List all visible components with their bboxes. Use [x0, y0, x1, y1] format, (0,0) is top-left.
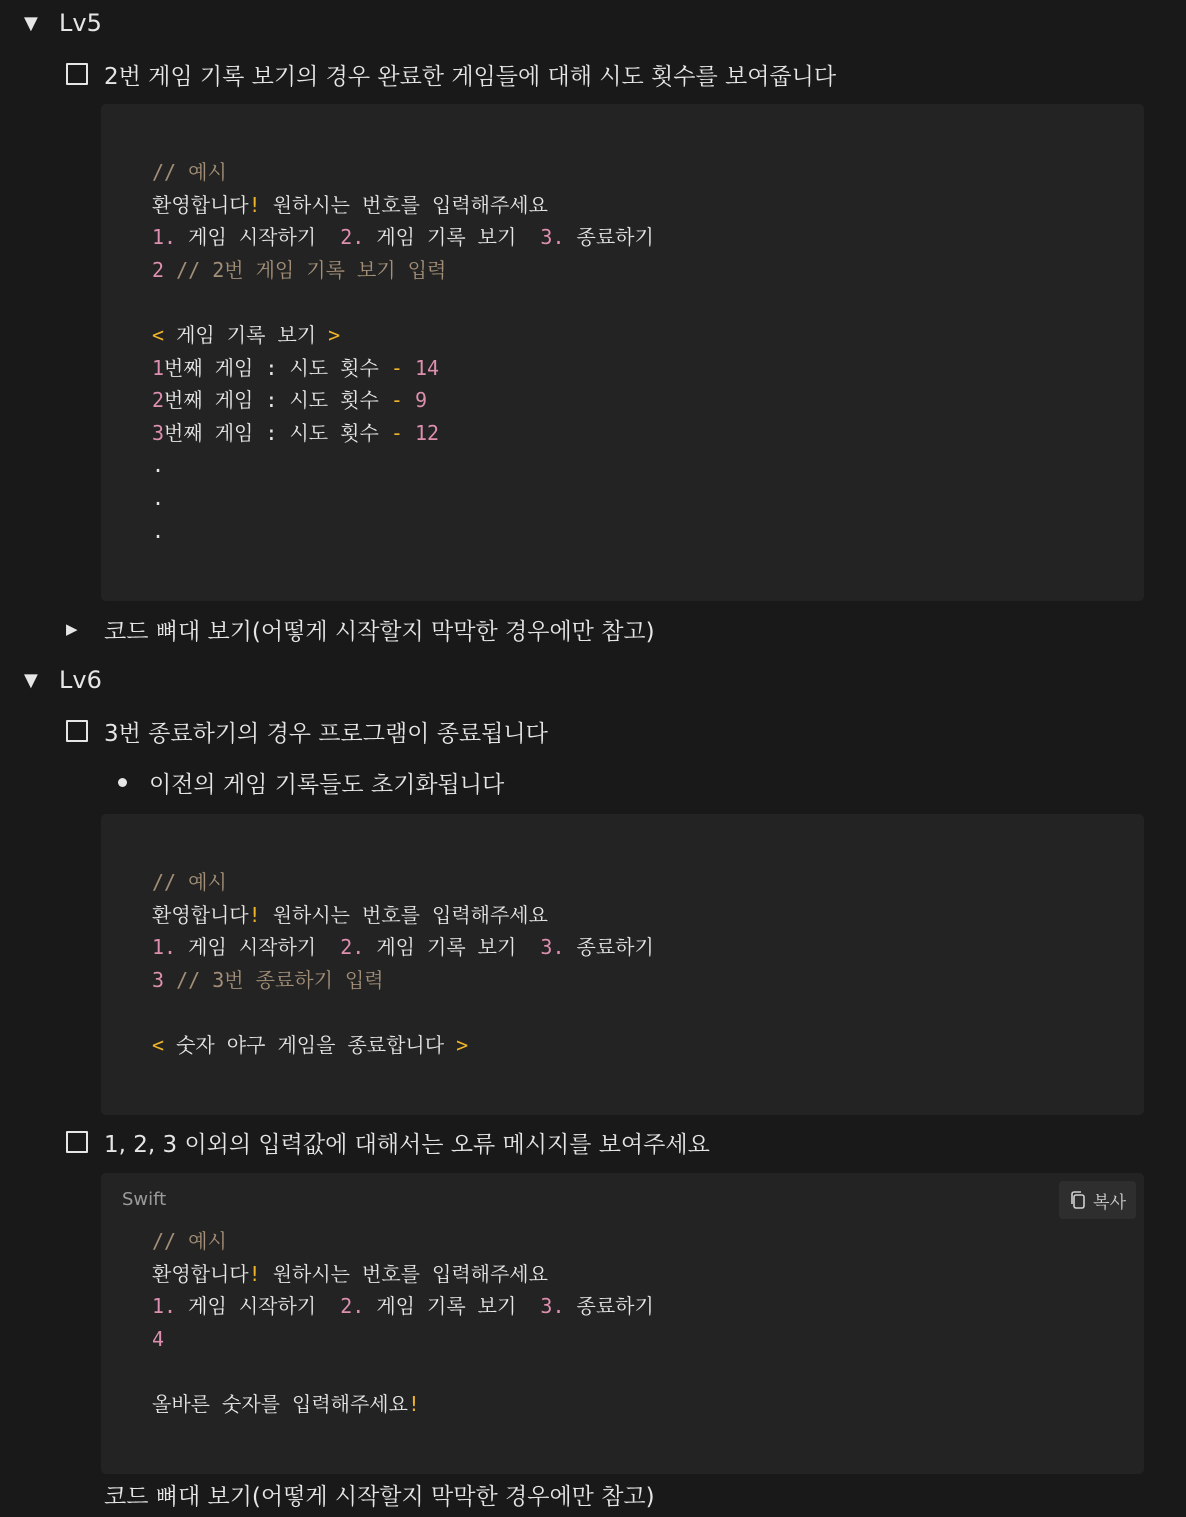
code-text: 환영합니다: [152, 192, 249, 217]
code-text: 게임 기록 보기: [364, 1294, 541, 1319]
checkbox[interactable]: [66, 1131, 88, 1153]
code-text: 환영합니다: [152, 1261, 249, 1286]
code-number: 2.: [340, 225, 365, 250]
code-text: 종료하기: [564, 225, 654, 250]
code-text: 번째 게임 : 시도 횟수: [164, 355, 391, 380]
code-punct: !: [248, 902, 261, 927]
code-text: .: [152, 518, 165, 543]
code-language-label[interactable]: Swift: [122, 1189, 167, 1210]
code-text: 숫자 야구 게임을 종료합니다: [164, 1032, 457, 1057]
code-number: 1: [152, 355, 165, 380]
code-punct: >: [328, 322, 341, 347]
task-lv6-1: [66, 711, 548, 751]
code-punct: >: [456, 1032, 469, 1057]
code-block-lv5: [101, 104, 1144, 601]
code-number: 2.: [340, 935, 365, 960]
code-punct: !: [407, 1391, 420, 1416]
code-number: 3: [152, 967, 165, 992]
code-text: 원하시는 번호를 입력해주세요: [260, 1261, 548, 1286]
toggle-label: 코드 뼈대 보기(어떻게 시작할지 막막한 경우에만 참고): [104, 618, 655, 645]
toggle-label: 코드 뼈대 보기(어떻게 시작할지 막막한 경우에만 참고): [104, 1484, 655, 1510]
toggle-lv6[interactable]: [24, 660, 102, 700]
copy-icon: [1069, 1190, 1087, 1210]
bullet-text: 이전의 게임 기록들도 초기화됩니다: [149, 771, 505, 798]
toggle-code-skeleton-lv5[interactable]: [66, 609, 655, 649]
code-comment: // 예시: [152, 1229, 227, 1253]
code-number: 3.: [540, 225, 565, 250]
copy-label: 복사: [1093, 1192, 1126, 1213]
code-number: 3.: [540, 935, 565, 960]
code-text: 원하시는 번호를 입력해주세요: [260, 902, 548, 927]
code-block-lv6-1: [101, 814, 1144, 1115]
section-title-lv6: Lv6: [59, 666, 102, 694]
code-number: 3.: [540, 1294, 565, 1319]
code-content: [152, 156, 654, 547]
code-comment: // 예시: [152, 870, 227, 894]
triangle-down-icon[interactable]: ▼: [24, 12, 38, 34]
code-punct: -: [390, 388, 403, 413]
code-text: 번째 게임 : 시도 횟수: [164, 388, 391, 413]
code-text: .: [152, 485, 165, 510]
bullet-icon: [118, 778, 127, 787]
code-number: 12: [402, 420, 440, 445]
code-comment: // 3번 종료하기 입력: [164, 967, 384, 992]
code-text: 올바른 숫자를 입력해주세요: [152, 1391, 408, 1416]
code-number: 3: [152, 420, 165, 445]
code-text: 게임 기록 보기: [164, 322, 329, 347]
code-number: 14: [402, 355, 440, 380]
code-text: 원하시는 번호를 입력해주세요: [260, 192, 548, 217]
task-lv5-1: [66, 54, 836, 94]
task-text: 3번 종료하기의 경우 프로그램이 종료됩니다: [104, 720, 548, 747]
code-text: 게임 시작하기: [176, 1294, 341, 1319]
code-text: .: [152, 453, 165, 478]
code-text: 번째 게임 : 시도 횟수: [164, 420, 391, 445]
code-number: 1.: [152, 225, 177, 250]
toggle-lv5[interactable]: [24, 3, 102, 43]
code-punct: !: [248, 192, 261, 217]
code-text: 종료하기: [564, 935, 654, 960]
code-text: 게임 시작하기: [176, 225, 341, 250]
code-text: 종료하기: [564, 1294, 654, 1319]
copy-button[interactable]: [1059, 1181, 1136, 1219]
code-punct: <: [152, 322, 165, 347]
code-number: 1.: [152, 1294, 177, 1319]
code-punct: -: [390, 420, 403, 445]
code-number: 1.: [152, 935, 177, 960]
code-content: [152, 866, 654, 1062]
code-text: 게임 시작하기: [176, 935, 341, 960]
bullet-item: [118, 762, 504, 802]
code-number: 2: [152, 257, 165, 282]
toggle-code-skeleton-lv6[interactable]: [104, 1484, 804, 1510]
code-text: 게임 기록 보기: [364, 935, 541, 960]
task-lv6-2: [66, 1122, 710, 1162]
section-title-lv5: Lv5: [59, 9, 102, 37]
code-text: 게임 기록 보기: [364, 225, 541, 250]
code-punct: <: [152, 1032, 165, 1057]
task-text: 2번 게임 기록 보기의 경우 완료한 게임들에 대해 시도 횟수를 보여줍니다: [104, 63, 837, 90]
code-number: 2.: [340, 1294, 365, 1319]
code-block-lv6-2: [101, 1173, 1144, 1474]
code-punct: !: [248, 1261, 261, 1286]
task-text: 1, 2, 3 이외의 입력값에 대해서는 오류 메시지를 보여주세요: [104, 1131, 710, 1158]
triangle-right-icon[interactable]: ▶: [66, 620, 78, 638]
code-text: 환영합니다: [152, 902, 249, 927]
code-comment: // 예시: [152, 160, 227, 184]
code-number: 2: [152, 388, 165, 413]
triangle-down-icon[interactable]: ▼: [24, 669, 38, 691]
checkbox[interactable]: [66, 720, 88, 742]
code-content: [152, 1225, 654, 1421]
code-comment: // 2번 게임 기록 보기 입력: [164, 257, 447, 282]
code-number: 4: [152, 1326, 165, 1351]
code-punct: -: [390, 355, 403, 380]
code-number: 9: [402, 388, 427, 413]
checkbox[interactable]: [66, 63, 88, 85]
